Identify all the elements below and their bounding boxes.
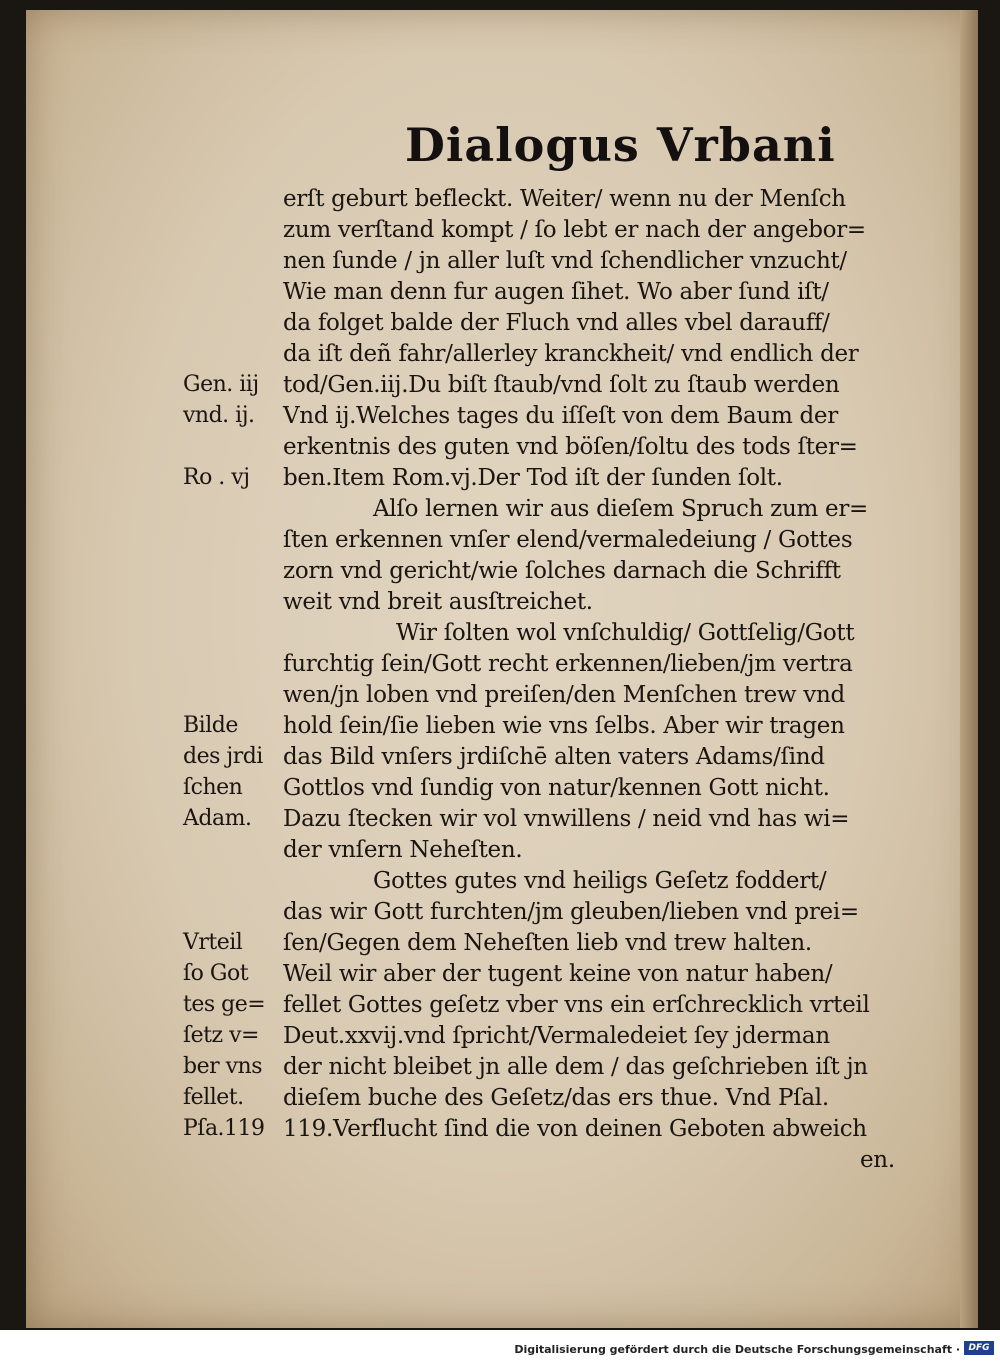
text-line: nen ſunde / jn aller luſt vnd ſchendlicher vnzucht/ (283, 248, 847, 274)
dfg-logo-icon[interactable]: DFG (964, 1341, 994, 1355)
text-line: hold ſein/ſie lieben wie vns ſelbs. Aber wir tragen (283, 713, 845, 739)
text-line: ſen/Gegen dem Neheſten lieb vnd trew halten. (283, 930, 812, 956)
text-line: Dazu ſtecken wir vol vnwillens / neid vnd has wi= (283, 806, 850, 832)
text-line: Alſo lernen wir aus dieſem Spruch zum er= (373, 496, 868, 522)
text-line: da folget balde der Fluch vnd alles vbel darauff/ (283, 310, 830, 336)
text-line: Gottes gutes vnd heiligs Geſetz foddert/ (373, 868, 827, 894)
margin-note: vnd. ij. (183, 403, 255, 428)
margin-note: ſo Got (183, 961, 249, 986)
text-line: tod/Gen.iij.Du biſt ſtaub/vnd ſolt zu ſtaub werden (283, 372, 840, 398)
text-line: Wir ſolten wol vnſchuldig/ Gottſelig/Gott (396, 620, 855, 646)
text-line: erſt geburt befleckt. Weiter/ wenn nu der Menſch (283, 186, 846, 212)
text-line: ſten erkennen vnſer elend/vermaledeiung / Gottes (283, 527, 853, 553)
text-line: en. (860, 1147, 895, 1173)
text-line: zorn vnd gericht/wie ſolches darnach die Schrifft (283, 558, 841, 584)
text-line: Vnd ij.Welches tages du iſſeſt von dem Baum der (283, 403, 838, 429)
margin-note: fellet. (183, 1085, 244, 1110)
digitization-credit: Digitalisierung gefördert durch die Deutsche Forschungsgemeinschaft · (514, 1343, 960, 1356)
margin-note: ſetz v= (183, 1023, 259, 1048)
text-line: das wir Gott furchten/jm gleuben/lieben vnd prei= (283, 899, 859, 925)
text-line: fellet Gottes geſetz vber vns ein erſchrecklich vrteil (283, 992, 870, 1018)
page-edge (960, 10, 978, 1328)
text-line: das Bild vnſers jrdiſchē alten vaters Adams/ſind (283, 744, 825, 770)
margin-note: Pſa.119 (183, 1116, 265, 1141)
page-heading: Dialogus Vrbani (405, 118, 836, 172)
text-line: Deut.xxvij.vnd ſpricht/Vermaledeiet ſey jderman (283, 1023, 830, 1049)
margin-note: tes ge= (183, 992, 266, 1017)
text-line: furchtig ſein/Gott recht erkennen/lieben/jm vertra (283, 651, 853, 677)
text-line: der vnſern Neheſten. (283, 837, 523, 863)
text-line: wen/jn loben vnd preiſen/den Menſchen trew vnd (283, 682, 845, 708)
margin-note: Adam. (183, 806, 252, 831)
text-line: da iſt deñ fahr/allerley kranckheit/ vnd endlich der (283, 341, 859, 367)
text-line: erkentnis des guten vnd böſen/ſoltu des tods ſter= (283, 434, 858, 460)
margin-note: des jrdi (183, 744, 263, 769)
margin-note: ſchen (183, 775, 243, 800)
text-line: Gottlos vnd ſundig von natur/kennen Gott nicht. (283, 775, 830, 801)
margin-note: Bilde (183, 713, 238, 738)
text-line: Wie man denn fur augen ſihet. Wo aber ſund iſt/ (283, 279, 829, 305)
margin-note: Gen. iij (183, 372, 259, 397)
margin-note: Ro . vj (183, 465, 250, 490)
text-line: zum verſtand kompt / ſo lebt er nach der angebor= (283, 217, 866, 243)
text-line: Weil wir aber der tugent keine von natur haben/ (283, 961, 833, 987)
text-line: weit vnd breit ausſtreichet. (283, 589, 593, 615)
text-line: dieſem buche des Geſetz/das ers thue. Vnd Pſal. (283, 1085, 829, 1111)
text-line: ben.Item Rom.vj.Der Tod iſt der ſunden ſolt. (283, 465, 783, 491)
margin-note: Vrteil (183, 930, 243, 955)
text-line: 119.Verflucht ſind die von deinen Geboten abweich (283, 1116, 867, 1142)
margin-note: ber vns (183, 1054, 262, 1079)
text-line: der nicht bleibet jn alle dem / das geſchrieben iſt jn (283, 1054, 868, 1080)
